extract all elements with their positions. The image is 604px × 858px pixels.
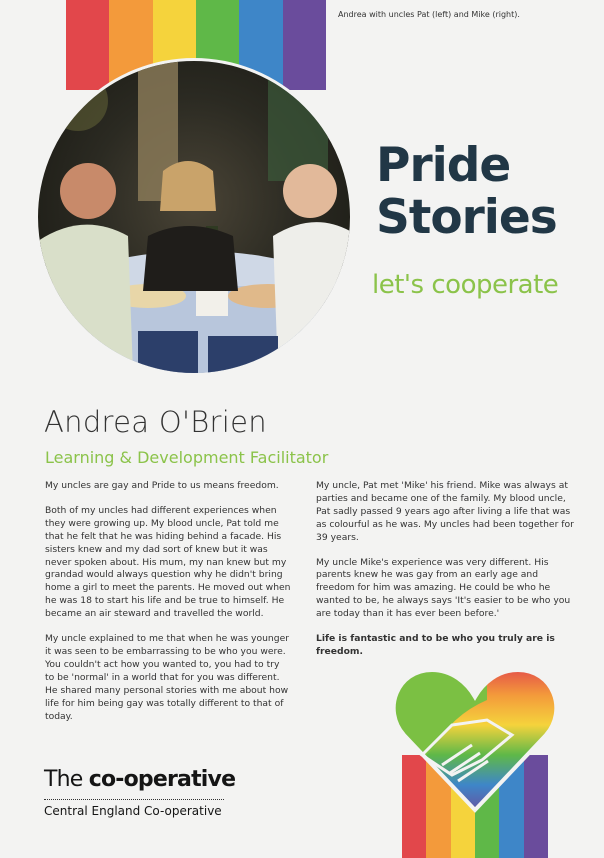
page-title <box>376 140 557 244</box>
paragraph: My uncle, Pat met 'Mike' his friend. Mike was always at parties and became one of the family. My blood uncle, Pat sadly passed 9 years ago after living a life that was as colourful as he was. My uncles had been together for 39 years. <box>316 480 574 543</box>
paragraph: My uncles are gay and Pride to us means freedom. <box>45 480 279 491</box>
photo-caption: Andrea with uncles Pat (left) and Mike (right). <box>338 10 520 19</box>
person-role: Learning & Development Facilitator <box>45 448 329 467</box>
tagline: let's cooperate <box>372 270 559 300</box>
title-line-2: Stories <box>376 190 557 245</box>
story-column-1 <box>45 480 291 735</box>
logo-prefix: The <box>44 767 89 792</box>
paragraph: My uncle Mike's experience was very different. His parents knew he was gay from an early age and freedom for him was amazing. He could be who he wanted to be, he always says 'It's easier to be who you are today than it has ever been before.' <box>316 556 571 620</box>
paragraph: My uncle explained to me that when he was younger it was seen to be embarrassing to be who you were. You couldn't act how you wanted to, you had to try to be 'normal' in a world that for you was different. He shared many personal stories with me about how life for him being gay was totally different to that of today. <box>45 633 290 722</box>
heart-hands-icon <box>392 665 558 815</box>
coop-logo <box>44 767 235 792</box>
person-name: Andrea O'Brien <box>44 405 267 439</box>
story-column-2 <box>316 480 578 671</box>
paragraph: Both of my uncles had different experiences when they were growing up. My blood uncle, Pat told me that he felt that he was hiding behind a facade. His sisters knew and my dad sort of knew but it was never spoken about. His mum, my nan knew but my grandad would always question why he didn't bring home a girl to meet the parents. He moved out when he was 18 to start his life and be true to himself. He became an air steward and travelled the world. <box>45 504 291 620</box>
logo-subtitle: Central England Co-operative <box>44 804 222 818</box>
title-line-1: Pride <box>376 138 511 193</box>
logo-bold: co-operative <box>88 767 236 792</box>
logo-divider <box>44 799 224 800</box>
family-photo <box>35 58 353 376</box>
closing-statement: Life is fantastic and to be who you truly are is freedom. <box>316 633 555 657</box>
photo-illustration <box>38 61 350 373</box>
